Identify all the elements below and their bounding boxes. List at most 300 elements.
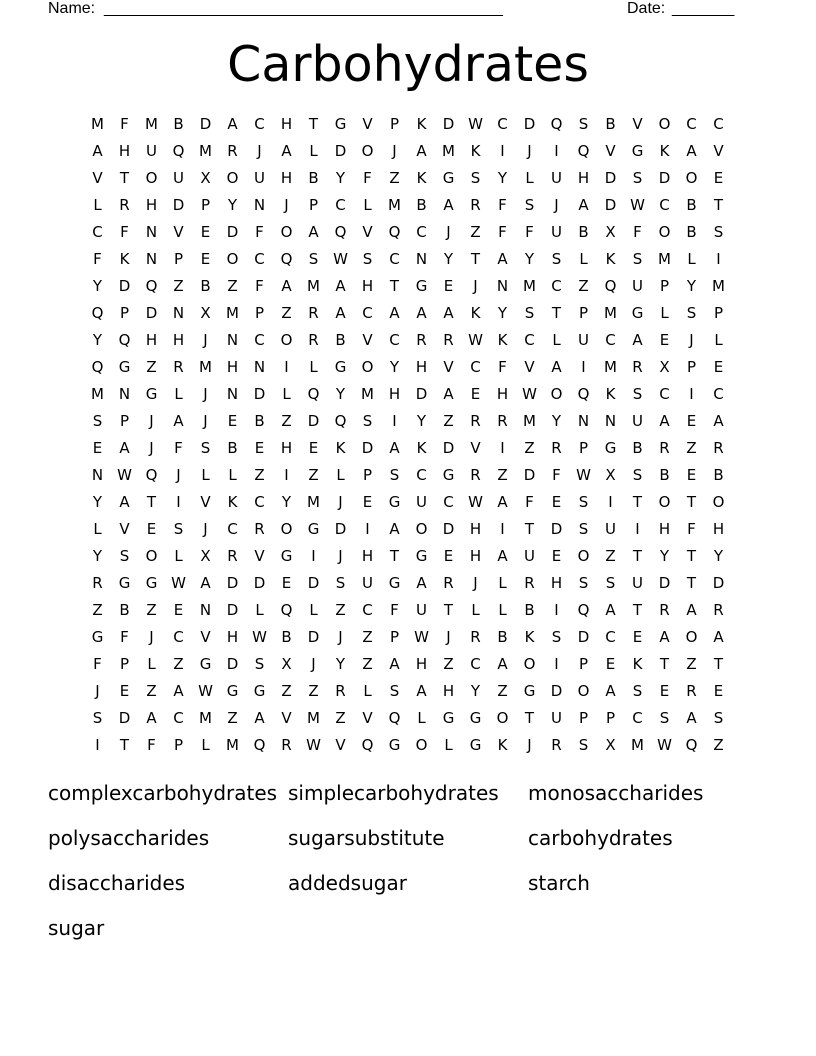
grid-letter: F [93,250,102,268]
grid-letter: D [172,196,185,214]
grid-letter: I [608,493,613,511]
grid-letter: S [686,304,697,322]
grid-letter: U [416,493,427,511]
grid-letter: N [226,385,239,403]
grid-letter: D [604,169,617,187]
grid-letter: D [118,709,131,727]
grid-letter: B [524,601,535,619]
word-list-item: starch [528,871,590,895]
grid-letter: Z [497,466,508,484]
grid-letter: R [119,196,130,214]
grid-letter: Z [335,601,346,619]
grid-letter: L [201,466,210,484]
grid-letter: G [415,547,428,565]
grid-letter: H [361,277,374,295]
grid-letter: C [416,223,427,241]
grid-letter: A [713,412,724,430]
grid-letter: E [470,385,481,403]
grid-letter: V [254,547,265,565]
grid-row [84,246,732,273]
grid-letter: K [497,736,508,754]
grid-letter: U [632,277,643,295]
grid-letter: M [91,385,104,403]
grid-letter: A [551,358,562,376]
grid-letter: Q [145,277,158,295]
grid-letter: A [497,493,508,511]
grid-letter: L [579,250,588,268]
grid-letter: O [550,385,563,403]
grid-letter: W [576,466,591,484]
grid-letter: U [173,169,184,187]
grid-letter: L [309,601,318,619]
grid-letter: E [200,223,211,241]
grid-letter: D [550,520,563,538]
grid-row [84,597,732,624]
grid-letter: Q [334,223,347,241]
grid-letter: H [280,169,293,187]
grid-letter: A [605,601,616,619]
grid-letter: A [227,115,238,133]
grid-letter: G [604,439,617,457]
grid-letter: Y [524,250,535,268]
grid-letter: Q [361,736,374,754]
grid-letter: C [254,115,265,133]
grid-letter: C [173,628,184,646]
grid-letter: Z [443,412,454,430]
grid-letter: S [659,709,670,727]
grid-letter: U [551,223,562,241]
grid-letter: R [443,574,454,592]
grid-letter: F [120,115,129,133]
grid-letter: R [659,601,670,619]
grid-letter: I [284,466,289,484]
grid-letter: H [388,385,401,403]
grid-letter: X [200,547,211,565]
grid-letter: X [200,304,211,322]
grid-letter: C [551,277,562,295]
grid-letter: U [632,574,643,592]
grid-letter: G [631,304,644,322]
grid-letter: N [496,277,509,295]
grid-letter: Z [254,466,265,484]
grid-letter: T [686,547,697,565]
grid-letter: S [713,223,724,241]
grid-letter: D [199,115,212,133]
grid-letter: J [149,439,154,457]
grid-letter: K [470,142,481,160]
grid-letter: E [632,628,643,646]
grid-letter: A [173,682,184,700]
grid-letter: S [578,736,589,754]
grid-letter: Q [280,601,293,619]
grid-letter: G [469,736,482,754]
grid-letter: P [713,304,724,322]
grid-letter: G [145,385,158,403]
grid-letter: J [311,655,316,673]
grid-letter: Y [416,412,427,430]
grid-letter: Z [227,709,238,727]
grid-letter: V [200,628,211,646]
grid-letter: C [227,520,238,538]
grid-letter: C [497,115,508,133]
grid-letter: D [334,142,347,160]
grid-letter: O [361,358,374,376]
grid-letter: M [226,736,239,754]
grid-letter: G [199,655,212,673]
grid-letter: K [119,250,130,268]
grid-letter: E [119,682,130,700]
grid-letter: T [308,115,319,133]
grid-letter: S [524,196,535,214]
grid-letter: Z [497,682,508,700]
grid-letter: A [119,439,130,457]
header-line [48,0,748,20]
grid-letter: Q [334,412,347,430]
grid-letter: R [470,628,481,646]
grid-letter: Q [577,142,590,160]
grid-letter: R [497,412,508,430]
grid-letter: R [254,520,265,538]
grid-letter: P [362,466,373,484]
grid-letter: Y [92,331,103,349]
grid-letter: T [524,520,535,538]
grid-letter: V [200,493,211,511]
grid-letter: Q [91,358,104,376]
grid-letter: O [415,736,428,754]
grid-letter: G [523,682,536,700]
grid-letter: D [550,682,563,700]
grid-letter: V [605,142,616,160]
grid-letter: Z [308,466,319,484]
grid-letter: W [117,466,132,484]
grid-letter: Q [577,385,590,403]
grid-letter: C [254,331,265,349]
grid-letter: Y [389,358,400,376]
grid-row [84,516,732,543]
grid-letter: B [605,115,616,133]
grid-letter: F [498,196,507,214]
grid-letter: S [92,412,103,430]
grid-letter: V [470,439,481,457]
grid-letter: V [119,520,130,538]
grid-letter: R [227,547,238,565]
grid-letter: A [686,709,697,727]
grid-letter: D [361,439,374,457]
grid-letter: Q [577,601,590,619]
grid-row [84,192,732,219]
grid-letter: S [578,520,589,538]
grid-letter: R [173,358,184,376]
grid-letter: A [497,547,508,565]
grid-letter: H [118,142,131,160]
grid-letter: A [389,439,400,457]
grid-letter: P [119,655,130,673]
grid-letter: K [497,331,508,349]
grid-letter: C [686,115,697,133]
grid-letter: G [253,682,266,700]
grid-letter: K [605,250,616,268]
grid-letter: U [578,331,589,349]
grid-letter: E [713,682,724,700]
grid-letter: A [389,520,400,538]
grid-letter: E [227,412,238,430]
grid-letter: N [604,412,617,430]
grid-letter: J [176,466,181,484]
grid-letter: T [389,547,400,565]
grid-letter: I [392,412,397,430]
grid-letter: E [146,520,157,538]
grid-letter: V [713,142,724,160]
grid-letter: J [284,196,289,214]
grid-letter: D [523,466,536,484]
grid-letter: T [551,304,562,322]
grid-letter: E [686,412,697,430]
grid-letter: C [470,655,481,673]
grid-letter: N [577,412,590,430]
grid-letter: G [334,358,347,376]
grid-letter: K [416,115,427,133]
grid-letter: C [659,196,670,214]
grid-letter: L [147,655,156,673]
grid-letter: A [416,304,427,322]
grid-letter: K [416,169,427,187]
grid-letter: P [578,304,589,322]
grid-letter: Q [280,250,293,268]
grid-letter: N [199,601,212,619]
grid-letter: Z [524,439,535,457]
grid-letter: F [120,628,129,646]
grid-letter: S [632,250,643,268]
grid-letter: O [280,520,293,538]
grid-letter: J [554,196,559,214]
grid-letter: R [470,196,481,214]
grid-row [84,273,732,300]
grid-letter: S [173,520,184,538]
grid-letter: Z [470,223,481,241]
grid-letter: U [146,142,157,160]
grid-letter: Z [389,169,400,187]
grid-letter: O [280,223,293,241]
grid-letter: B [173,115,184,133]
grid-letter: J [527,142,532,160]
grid-letter: N [145,250,158,268]
grid-letter: K [605,385,616,403]
grid-letter: I [635,520,640,538]
grid-letter: H [280,115,293,133]
grid-letter: C [443,493,454,511]
grid-letter: F [498,223,507,241]
grid-letter: S [524,304,535,322]
grid-letter: Y [92,493,103,511]
grid-letter: Z [362,628,373,646]
grid-letter: X [605,736,616,754]
grid-letter: G [442,466,455,484]
grid-row [84,327,732,354]
grid-letter: N [91,466,104,484]
word-list-item: addedsugar [288,871,407,895]
grid-letter: H [469,547,482,565]
grid-letter: F [93,655,102,673]
grid-letter: A [443,304,454,322]
grid-letter: T [146,493,157,511]
grid-letter: H [145,196,158,214]
grid-letter: G [388,493,401,511]
grid-letter: A [416,574,427,592]
grid-letter: L [471,601,480,619]
word-list-item: disaccharides [48,871,186,895]
grid-letter: O [145,169,158,187]
grid-letter: V [443,358,454,376]
grid-letter: I [500,142,505,160]
grid-letter: S [605,574,616,592]
grid-letter: R [686,682,697,700]
grid-letter: I [500,520,505,538]
grid-letter: B [686,223,697,241]
grid-letter: B [335,331,346,349]
grid-letter: Q [388,223,401,241]
grid-row [84,489,732,516]
grid-letter: R [470,466,481,484]
grid-letter: P [173,250,184,268]
grid-letter: W [468,493,483,511]
grid-letter: D [145,304,158,322]
grid-letter: Z [443,655,454,673]
grid-letter: S [632,385,643,403]
grid-letter: E [659,331,670,349]
grid-letter: M [307,709,320,727]
grid-letter: R [551,439,562,457]
grid-letter: J [95,682,100,700]
grid-letter: E [254,439,265,457]
grid-letter: P [308,196,319,214]
grid-letter: B [227,439,238,457]
grid-letter: B [578,223,589,241]
grid-letter: S [578,115,589,133]
grid-letter: M [442,142,455,160]
grid-letter: R [470,412,481,430]
grid-letter: W [306,736,321,754]
grid-letter: S [362,250,373,268]
grid-letter: Y [92,547,103,565]
grid-letter: T [119,736,130,754]
grid-letter: Q [145,466,158,484]
grid-letter: W [198,682,213,700]
grid-letter: L [93,520,102,538]
grid-letter: D [604,196,617,214]
grid-letter: R [551,736,562,754]
grid-letter: A [389,655,400,673]
grid-letter: P [578,439,589,457]
word-list-item: polysaccharides [48,826,210,850]
grid-letter: I [716,250,721,268]
grid-letter: Q [307,385,320,403]
grid-letter: M [631,736,644,754]
grid-letter: Z [146,358,157,376]
grid-letter: A [119,493,130,511]
grid-letter: B [119,601,130,619]
grid-letter: H [577,169,590,187]
grid-letter: D [442,520,455,538]
name-field-line: ________________________________________________ [104,0,503,17]
grid-letter: E [308,439,319,457]
grid-letter: V [92,169,103,187]
grid-letter: K [524,628,535,646]
grid-letter: S [632,466,643,484]
grid-letter: P [173,736,184,754]
grid-letter: W [252,628,267,646]
grid-letter: H [469,520,482,538]
grid-letter: S [551,628,562,646]
grid-letter: O [226,169,239,187]
grid-letter: E [686,466,697,484]
grid-letter: H [226,358,239,376]
grid-letter: T [470,250,481,268]
grid-letter: E [551,547,562,565]
grid-letter: D [658,574,671,592]
grid-letter: Z [308,682,319,700]
grid-letter: C [92,223,103,241]
grid-letter: D [226,601,239,619]
grid-letter: V [173,223,184,241]
grid-letter: N [415,250,428,268]
grid-letter: S [578,493,589,511]
grid-letter: M [658,250,671,268]
grid-letter: A [605,682,616,700]
grid-letter: Y [659,547,670,565]
grid-letter: R [713,601,724,619]
grid-letter: U [632,412,643,430]
grid-letter: B [632,439,643,457]
grid-letter: R [713,439,724,457]
grid-letter: D [307,628,320,646]
grid-letter: G [91,628,104,646]
grid-letter: I [500,439,505,457]
grid-row [84,165,732,192]
grid-letter: G [388,736,401,754]
grid-letter: K [335,439,346,457]
grid-letter: V [632,115,643,133]
grid-letter: O [658,223,671,241]
grid-letter: E [443,547,454,565]
grid-letter: V [524,358,535,376]
grid-letter: Y [443,250,454,268]
grid-letter: J [338,493,343,511]
grid-letter: N [253,196,266,214]
grid-letter: O [577,682,590,700]
grid-letter: U [551,169,562,187]
word-list-item: carbohydrates [528,826,673,850]
grid-letter: E [200,250,211,268]
grid-letter: A [578,196,589,214]
grid-letter: O [685,169,698,187]
grid-letter: L [255,601,264,619]
grid-letter: S [362,412,373,430]
word-bank [48,778,768,958]
grid-letter: Z [281,304,292,322]
grid-letter: L [687,250,696,268]
grid-letter: J [203,385,208,403]
grid-letter: N [253,358,266,376]
grid-letter: C [632,709,643,727]
grid-letter: M [604,358,617,376]
grid-letter: S [389,466,400,484]
grid-letter: B [254,412,265,430]
grid-letter: F [363,169,372,187]
grid-letter: O [658,493,671,511]
grid-letter: E [443,277,454,295]
grid-letter: H [280,439,293,457]
grid-letter: L [498,601,507,619]
